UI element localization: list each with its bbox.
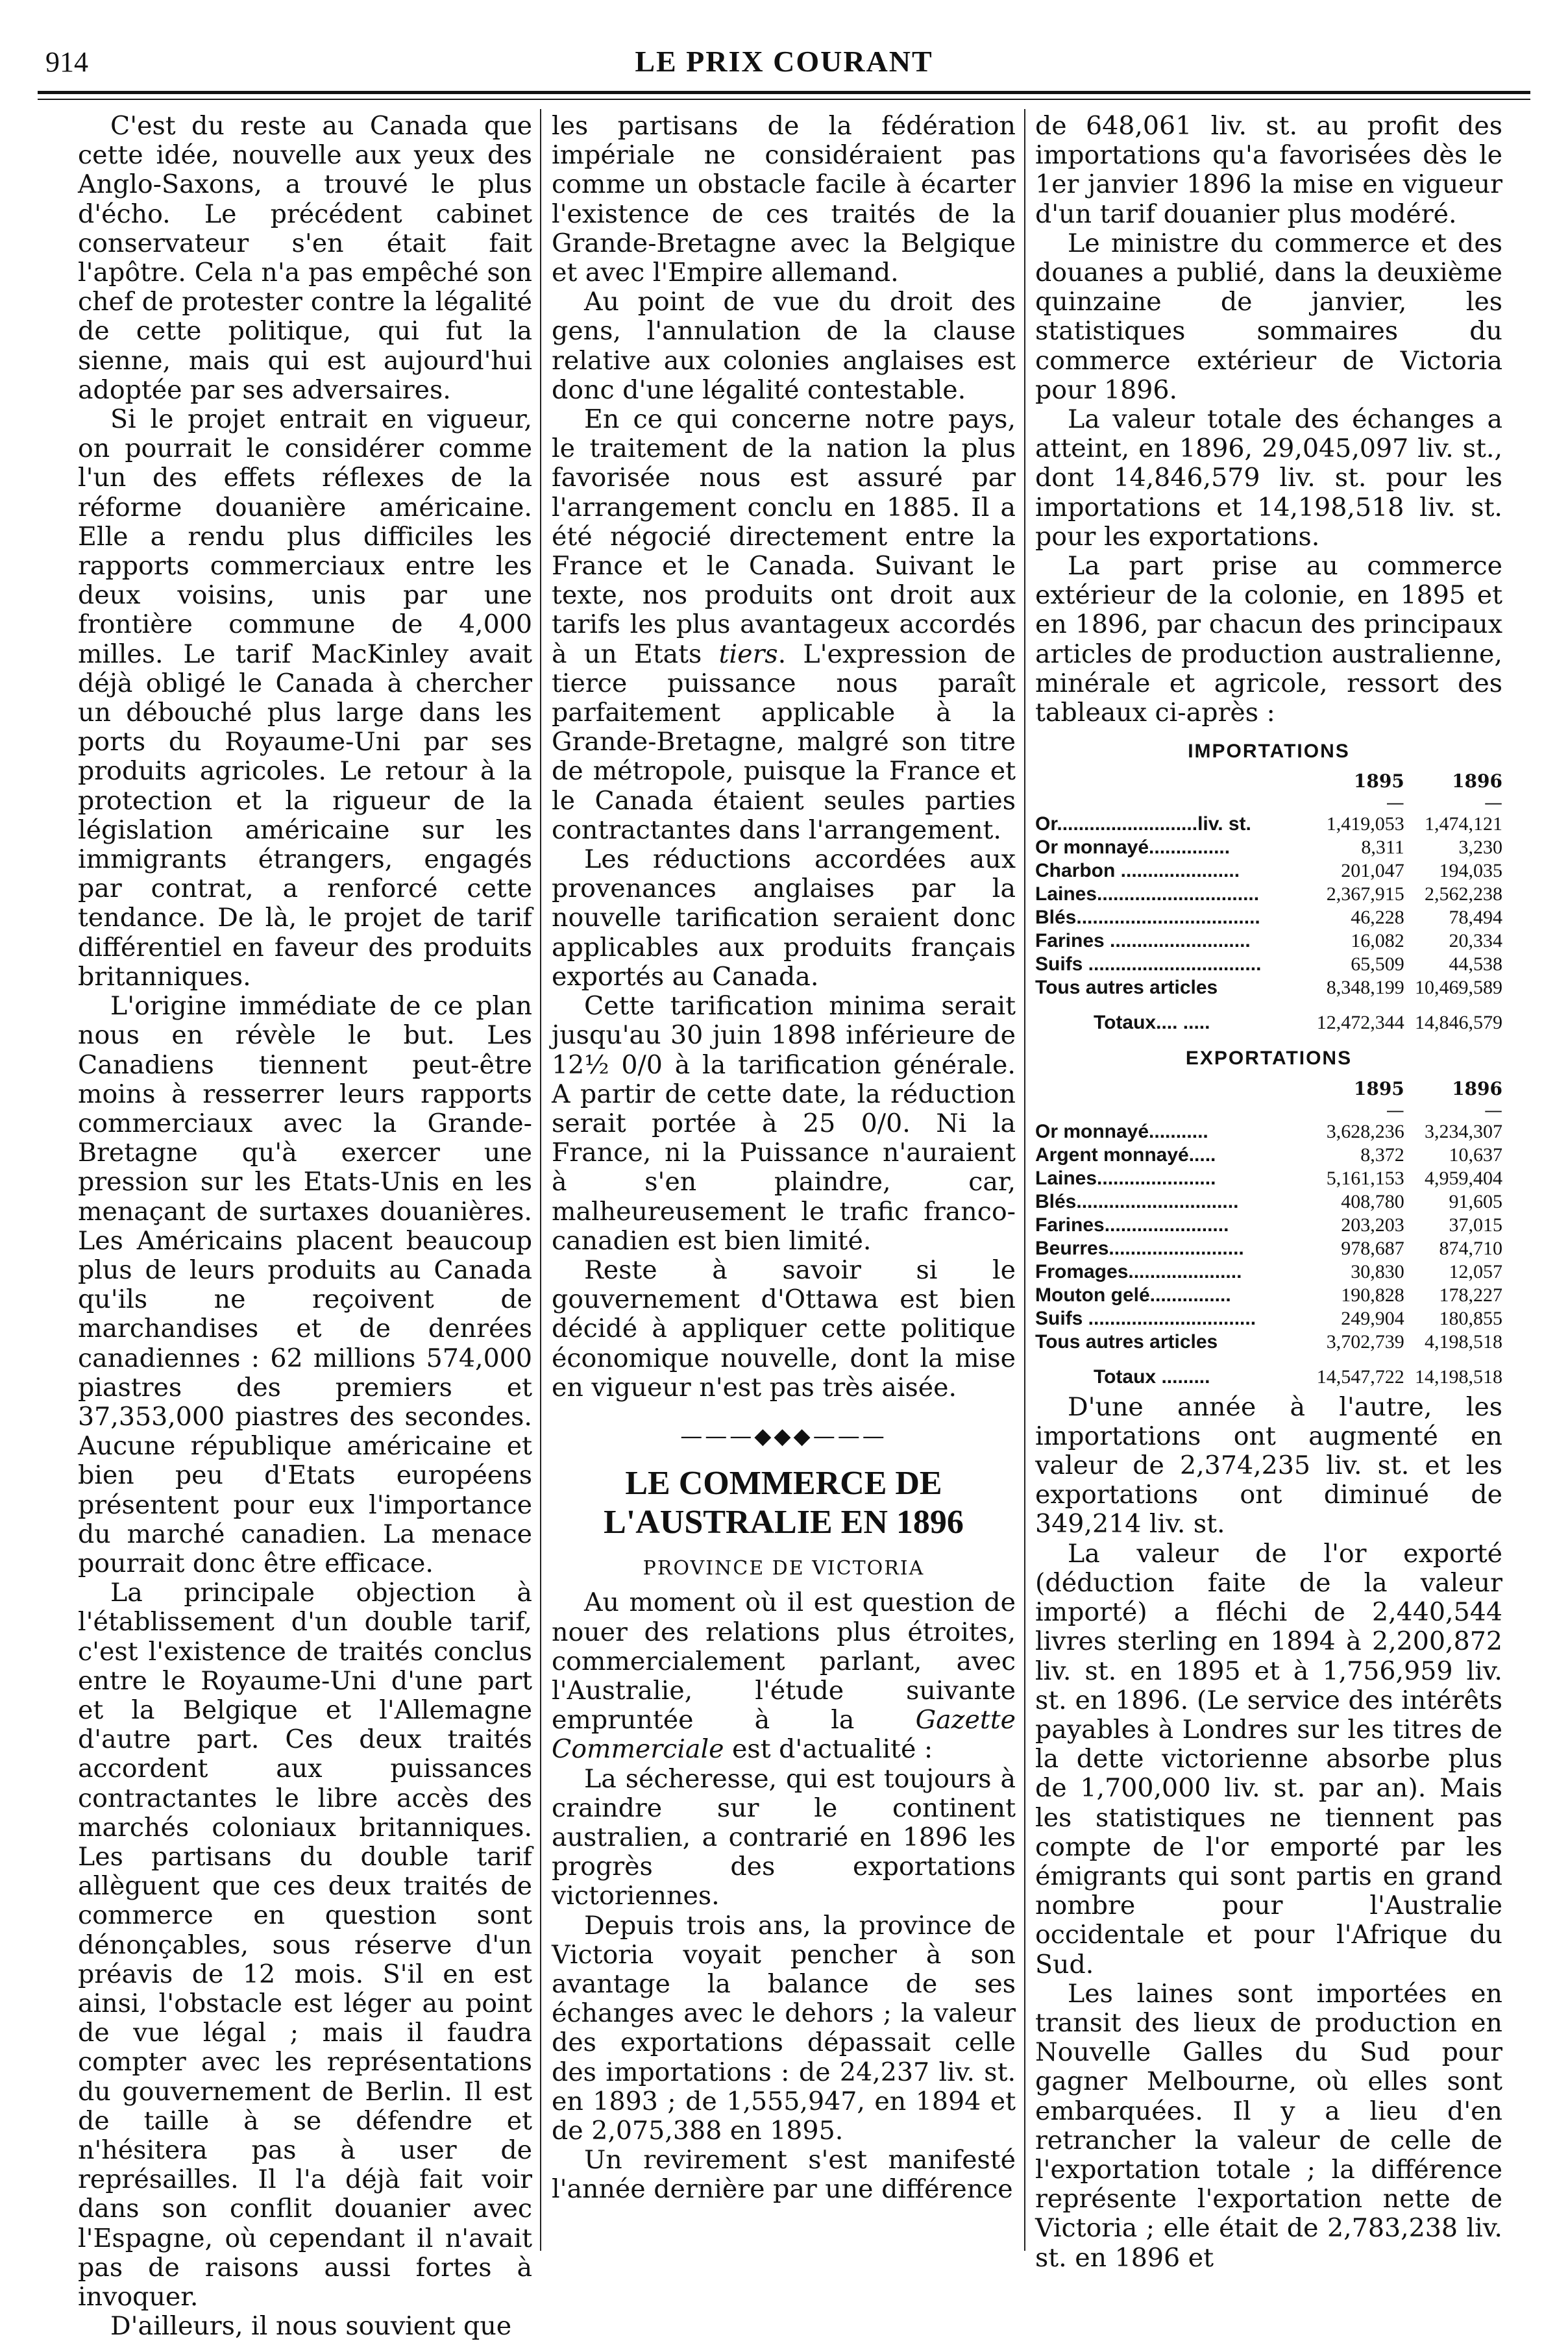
table-row <box>1035 1237 1502 1260</box>
table-row <box>1035 836 1502 859</box>
row-label: Farines....................... <box>1035 1214 1229 1236</box>
paragraph <box>552 405 1016 845</box>
value-1895: 1,419,053 <box>1326 813 1404 835</box>
table-header-row <box>1035 770 1502 793</box>
column-2 <box>552 112 1016 2260</box>
total-label: Totaux ......... <box>1094 1366 1210 1388</box>
exportations-caption: EXPORTATIONS <box>1185 1048 1353 1070</box>
dash: — <box>1484 1099 1502 1121</box>
table-row <box>1035 1260 1502 1284</box>
value-1896: 91,605 <box>1449 1190 1502 1212</box>
column-3 <box>1035 111 1502 2273</box>
value-1896: 180,855 <box>1439 1307 1502 1329</box>
value-1895: 978,687 <box>1341 1237 1404 1259</box>
row-label: Or monnayé........... <box>1035 1120 1208 1142</box>
row-label: Mouton gelé............... <box>1035 1284 1231 1306</box>
value-1896: 194,035 <box>1439 860 1502 882</box>
paragraph: Un revirement s'est manifesté l'année dernière par une différence <box>552 2145 1016 2205</box>
table-row <box>1035 859 1502 883</box>
page-header <box>0 0 1568 110</box>
row-label: Argent monnayé..... <box>1035 1144 1216 1166</box>
value-1895: 203,203 <box>1341 1214 1404 1236</box>
table-row <box>1035 906 1502 929</box>
table-dash-row <box>1035 793 1502 813</box>
page-title: LE PRIX COURANT <box>635 45 933 78</box>
row-label: Suifs ............................... <box>1035 1307 1256 1329</box>
value-1895: 65,509 <box>1351 953 1404 975</box>
paragraph: La sécheresse, qui est toujours à craindre sur le continent australien, a contrarié en 1896 les progrès des exportations victoriennes. <box>552 1763 1016 1911</box>
table-dash-row <box>1035 1101 1502 1120</box>
row-label: Laines.............................. <box>1035 883 1260 905</box>
row-label: Farines .......................... <box>1035 930 1251 952</box>
paragraph <box>552 1588 1016 1764</box>
dash: — <box>1484 792 1502 814</box>
importations-caption: IMPORTATIONS <box>1188 741 1350 763</box>
table-row <box>1035 976 1502 999</box>
table-row <box>1035 1330 1502 1354</box>
value-1896: 10,469,589 <box>1415 977 1502 999</box>
value-1896: 78,494 <box>1449 907 1502 929</box>
paragraph: Depuis trois ans, la province de Victoria voyait pencher à son avantage la balance de ses échanges avec le dehors ; la valeur des exportations dépassait celle des importations : de 24,237 liv. st. en 1893 ; de 1,555,947, en 1894 et de 2,075,388 en 1895. <box>552 1910 1016 2146</box>
table-total-row <box>1035 999 1502 1035</box>
italic-text: tiers <box>718 639 778 669</box>
table-row <box>1035 1214 1502 1237</box>
value-1896: 44,538 <box>1449 953 1502 975</box>
value-1895: 16,082 <box>1351 930 1404 952</box>
paragraph: D'ailleurs, il nous souvient que <box>110 2311 512 2341</box>
row-label: Blés.............................. <box>1035 1190 1239 1212</box>
value-1896: 37,015 <box>1449 1214 1502 1236</box>
value-1895: 201,047 <box>1341 860 1404 882</box>
year-header: 1896 <box>1452 1077 1502 1099</box>
total-label: Totaux.... ..... <box>1094 1012 1210 1034</box>
header-rule-thin <box>38 99 1530 100</box>
table-header-row <box>1035 1077 1502 1101</box>
value-1896: 874,710 <box>1439 1237 1502 1259</box>
table-row <box>1035 1190 1502 1214</box>
table-row <box>1035 883 1502 906</box>
paragraph: Reste à savoir si le gouvernement d'Ottawa est bien décidé à appliquer cette politique économique nouvelle, dont la mise en vigueur n'est pas très aisée. <box>552 1255 1016 1403</box>
header-rule <box>38 91 1530 94</box>
table-row <box>1035 1120 1502 1144</box>
value-1895: 3,702,739 <box>1326 1330 1404 1353</box>
column-divider <box>540 109 541 2251</box>
value-1896: 4,198,518 <box>1425 1330 1502 1353</box>
subsection-title: PROVINCE DE VICTORIA <box>643 1557 925 1580</box>
value-1895: 5,161,153 <box>1326 1167 1404 1189</box>
value-1895: 30,830 <box>1351 1260 1404 1282</box>
paragraph: C'est du reste au Canada que cette idée, nouvelle aux yeux des Anglo-Saxons, a trouvé le plus d'écho. Le précédent cabinet conservateur s'en était fait l'apôtre. Cela n'a pas empêché son chef de protester contre la légalité de cette politique, qui fut la sienne, mais qui est aujourd'hui adoptée par ses adversaires. <box>78 111 532 405</box>
table-row <box>1035 929 1502 953</box>
paragraph: D'une année à l'autre, les importations ont augmenté en valeur de 2,374,235 liv. st. et les exportations ont diminué de 349,214 liv. st. <box>1035 1391 1502 1539</box>
value-1896: 12,057 <box>1449 1260 1502 1282</box>
total-value: 12,472,344 <box>1316 1012 1404 1034</box>
section-separator: ———◆◆◆——— <box>680 1423 887 1449</box>
importations-table <box>1035 770 1502 1035</box>
paragraph: La principale objection à l'établissement d'un double tarif, c'est l'existence de traités conclus entre le Royaume-Uni d'une part et la Belgique et l'Allemagne d'autre part. Ces deux traités accordent aux puissances contractantes le libre accès des marchés coloniaux britanniques. Les partisans du double tarif allèguent que ces deux traités de commerce en question sont dénonçables, sous réserve d'un préavis de 12 mois. S'il en est ainsi, l'obstacle est léger au point de vue légal ; mais il faudra compter avec les représentations du gouvernement de Berlin. Il est de taille à se défendre et n'hésitera pas à user de représailles. Il l'a déjà fait voir dans son conflit douanier avec l'Espagne, où cependant il n'avait pas de raisons aussi fortes à invoquer. <box>78 1578 532 2312</box>
paragraph: Les laines sont importées en transit des lieux de production en Nouvelle Galles du Sud pour gagner Melbourne, où elles sont embarquées. Il y a lieu d'en retrancher la valeur de celle de l'exportation totale ; la différence représente l'exportation nette de Victoria ; elle était de 2,783,238 liv. st. en 1896 et <box>1035 1978 1502 2273</box>
paragraph: les partisans de la fédération impériale ne considéraient pas comme un obstacle facile à écarter l'existence de ces traités de la Grande-Bretagne avec la Belgique et avec l'Empire allemand. <box>552 111 1016 288</box>
value-1895: 8,311 <box>1361 837 1404 859</box>
text-run: Au moment où il est question de nouer des relations plus étroites, commercialement parlant, avec l'Australie, l'étude suivante empruntée à la <box>552 1587 1016 1735</box>
value-1895: 8,348,199 <box>1326 977 1404 999</box>
row-label: Suifs ................................ <box>1035 953 1262 975</box>
value-1896: 3,230 <box>1458 837 1502 859</box>
paragraph: La valeur totale des échanges a atteint, en 1896, 29,045,097 liv. st., dont 14,846,579 liv. st. pour les importations et 14,198,518 liv. st. pour les exportations. <box>1035 404 1502 552</box>
table-row <box>1035 1307 1502 1330</box>
paragraph: Les réductions accordées aux provenances anglaises par la nouvelle tarification seraient donc applicables aux produits français exportés au Canada. <box>552 844 1016 992</box>
total-value: 14,547,722 <box>1316 1366 1404 1388</box>
dash: — <box>1386 1099 1404 1121</box>
total-value: 14,846,579 <box>1415 1012 1502 1034</box>
table-row <box>1035 1144 1502 1167</box>
value-1895: 46,228 <box>1351 907 1404 929</box>
value-1896: 20,334 <box>1449 930 1502 952</box>
year-header: 1895 <box>1353 770 1404 792</box>
row-label: Blés.................................. <box>1035 907 1260 929</box>
row-label: Tous autres articles <box>1035 977 1218 999</box>
column-1 <box>78 111 532 2341</box>
paragraph: Le ministre du commerce et des douanes a publié, dans la deuxième quinzaine de janvier, les statistiques sommaires du commerce extérieur de Victoria pour 1896. <box>1035 228 1502 405</box>
row-label: Fromages..................... <box>1035 1260 1242 1282</box>
text-run: . L'expression de tierce puissance nous paraît parfaitement applicable à la Grande-Bretagne, malgré son titre de métropole, puisque la France et le Canada étaient seules parties contractantes dans l'arrangement. <box>552 639 1016 845</box>
row-label: Charbon ...................... <box>1035 860 1240 882</box>
value-1895: 3,628,236 <box>1326 1120 1404 1142</box>
page-number: 914 <box>45 46 88 78</box>
exportations-table <box>1035 1077 1502 1389</box>
paragraph: La valeur de l'or exporté (déduction faite de la valeur importé) a fléchi de 2,440,544 livres sterling en 1894 à 2,200,872 liv. st. en 1895 et à 1,756,959 liv. st. en 1896. (Le service des intérêts payables à Londres sur les titres de la dette victorienne absorbe plus de 1,700,000 liv. st. par an). Mais les statistiques ne tiennent pas compte de l'or emporté par les émigrants qui sont partis en grand nombre pour l'Australie occidentale et pour l'Afrique du Sud. <box>1035 1538 1502 1979</box>
paragraph: L'origine immédiate de ce plan nous en révèle le but. Les Canadiens tiennent peut-être moins à resserrer leurs rapports commerciaux avec la Grande-Bretagne qu'à exercer une pression sur les Etats-Unis en les menaçant de surtaxes douanières. Les Américains placent beaucoup plus de leurs produits au Canada qu'ils ne reçoivent de marchandises et de denrées canadiennes : 62 millions 574,000 piastres des premiers et 37,353,000 piastres des secondes. Aucune république américaine et bien peu d'Etats européens présentent pour eux l'importance du marché canadien. La menace pourrait donc être efficace. <box>78 991 532 1578</box>
row-label: Beurres......................... <box>1035 1237 1244 1259</box>
paragraph: de 648,061 liv. st. au profit des importations qu'a favorisées dès le 1er janvier 1896 la mise en vigueur d'un tarif douanier plus modéré. <box>1035 111 1502 229</box>
paragraph: Au point de vue du droit des gens, l'annulation de la clause relative aux colonies anglaises est donc d'une légalité contestable. <box>552 287 1016 405</box>
value-1895: 249,904 <box>1341 1307 1404 1329</box>
paragraph: Si le projet entrait en vigueur, on pourrait le considérer comme l'un des effets réflexes de la réforme douanière américaine. Elle a rendu plus difficiles les rapports commerciaux entre les deux voisins, unis par une frontière commune de 4,000 milles. Le tarif MacKinley avait déjà obligé le Canada à chercher un débouché plus large dans les ports du Royaume-Uni par ses produits agricoles. Le retour à la protection et la rigueur de la législation américaine sur les immigrants étrangers, engagés par contrat, a renforcé cette tendance. De là, le projet de tarif différentiel en faveur des produits britanniques. <box>78 404 532 992</box>
row-label: Laines...................... <box>1035 1167 1216 1189</box>
table-row <box>1035 1167 1502 1190</box>
value-1895: 8,372 <box>1360 1144 1404 1166</box>
row-label: Or monnayé............... <box>1035 837 1231 859</box>
paragraph: Cette tarification minima serait jusqu'au 30 juin 1898 inférieure de 12½ 0/0 à la tarification générale. A partir de cette date, la réduction serait portée à 25 0/0. Ni la France, ni la Puissance n'auraient à s'en plaindre, car, malheureusement le trafic franco-canadien est bien limité. <box>552 991 1016 1256</box>
italic-text: Gazette Commerciale <box>552 1705 1016 1765</box>
value-1895: 408,780 <box>1341 1190 1404 1212</box>
value-1896: 3,234,307 <box>1425 1120 1502 1142</box>
year-header: 1896 <box>1452 770 1502 792</box>
dash: — <box>1386 792 1404 814</box>
total-value: 14,198,518 <box>1415 1366 1502 1388</box>
year-header: 1895 <box>1353 1077 1404 1099</box>
table-total-row <box>1035 1354 1502 1389</box>
row-label: Or..........................liv. st. <box>1035 813 1251 835</box>
text-run: En ce qui concerne notre pays, le traitement de la nation la plus favorisée nous est assuré par l'arrangement conclu en 1885. Il a été négocié directement entre la France et le Canada. Suivant le texte, nos produits ont droit aux tarifs les plus avantageux accordés à un Etats <box>552 404 1016 669</box>
paragraph: La part prise au commerce extérieur de la colonie, en 1895 et en 1896, par chacun des principaux articles de production australienne, minérale et agricole, ressort des tableaux ci-après : <box>1035 551 1502 728</box>
section-title: LE COMMERCE DE L'AUSTRALIE EN 1896 <box>604 1465 964 1541</box>
table-row <box>1035 813 1502 836</box>
value-1895: 190,828 <box>1341 1284 1404 1306</box>
value-1896: 178,227 <box>1439 1284 1502 1306</box>
value-1896: 10,637 <box>1449 1144 1502 1166</box>
text-run: est d'actualité : <box>724 1734 933 1765</box>
table-row <box>1035 1284 1502 1307</box>
row-label: Tous autres articles <box>1035 1330 1218 1353</box>
column-divider <box>1024 109 1025 2251</box>
value-1896: 4,959,404 <box>1425 1167 1502 1189</box>
value-1896: 1,474,121 <box>1425 813 1502 835</box>
value-1896: 2,562,238 <box>1425 883 1502 905</box>
table-row <box>1035 953 1502 976</box>
value-1895: 2,367,915 <box>1326 883 1404 905</box>
